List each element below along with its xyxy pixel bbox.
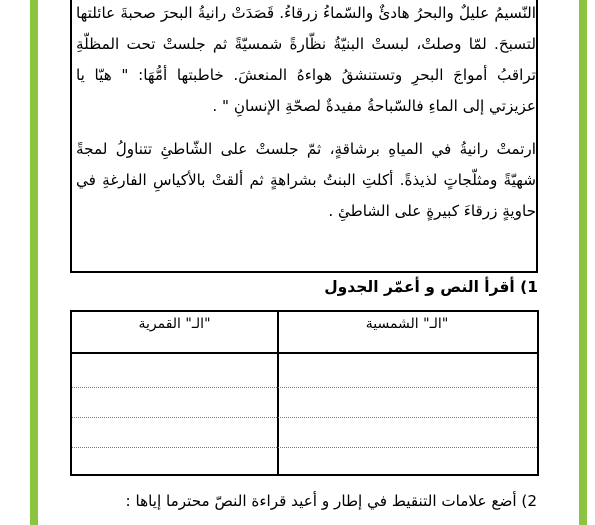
right-green-border xyxy=(579,0,587,525)
fill-in-table xyxy=(70,310,539,476)
question-1: 1) أقرأ النص و أعمّر الجدول xyxy=(324,278,538,296)
header-solar-lam: "الـ" الشمسية xyxy=(365,316,449,332)
answer-row-line xyxy=(72,387,537,388)
table-column-divider xyxy=(277,312,279,474)
answer-row-line xyxy=(72,417,537,418)
passage-paragraph-2: ارتمتْ رانيةُ في المياهِ برشاقةٍ، ثمّ جلستْ على الشّاطئِ تتناولُ لمجةً شهيّةً ومثلّجاتٍ لذيذةً. أكلتِ البنتُ بشراهةٍ ثم ألقتْ بالأكياسِ الفارغةِ في حاويةٍ زرقاءَ كبيرةٍ على الشاطئِ . xyxy=(76,140,536,220)
reading-passage xyxy=(76,0,536,227)
passage-paragraph-1: النّسيمُ عليلٌ والبحرُ هادئٌ والسّماءُ زرقاءُ. قَصَدَتْ رانيةُ البحرَ صحبةَ عائلتها لتسبحَ. لمّا وصلتْ، لبستْ البنيّةُ نظّارةً شمسيّةً ثم جلستْ تحت المظلّةِ تراقبُ أمواجَ البحرِ وتستنشقُ هواءهُ المنعشَ. خاطبتها أمُّهَا: " هيّا يا عزيزتي إلى الماءِ فالسّباحةُ مفيدةٌ لصحّةِ الإنسانِ " . xyxy=(76,4,536,115)
question-2: 2) أضع علامات التنقيط في إطار و أعيد قراءة النصّ محترما إياها : xyxy=(125,492,537,510)
header-lunar-lam: "الـ" القمرية xyxy=(138,316,211,332)
table-header-divider xyxy=(72,352,537,354)
answer-row-line xyxy=(72,447,537,448)
left-green-border xyxy=(30,0,38,525)
